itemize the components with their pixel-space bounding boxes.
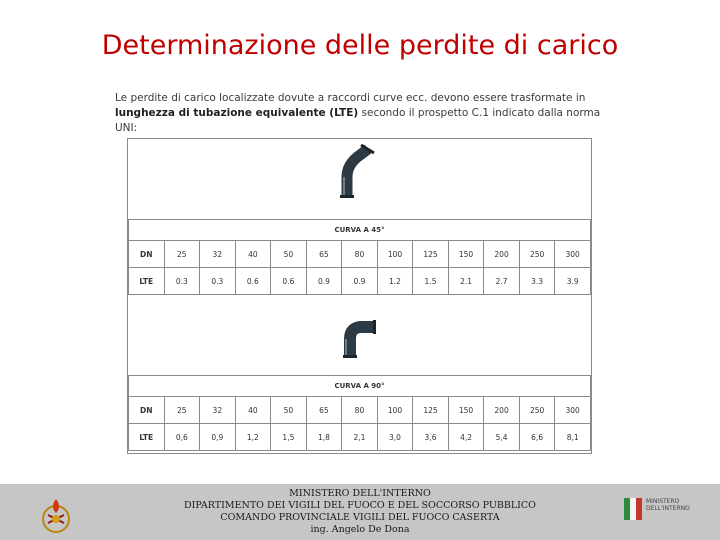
lte-table-panel (127, 138, 592, 454)
table-cell: 80 (342, 241, 378, 268)
table-cell: 2,1 (342, 424, 378, 451)
footer-line-4: ing. Angelo De Dona (310, 524, 410, 535)
table-cell: 3.9 (555, 268, 591, 295)
table-cell: 1.2 (377, 268, 413, 295)
table-cell: 3,0 (377, 424, 413, 451)
table-cell: 0.6 (271, 268, 307, 295)
curve-90-image (128, 295, 591, 375)
table-cell: 200 (484, 241, 520, 268)
lte-label: LTE (129, 424, 165, 451)
dn-label: DN (129, 241, 165, 268)
lte-label: LTE (129, 268, 165, 295)
table-cell: 1,2 (235, 424, 271, 451)
table-cell: 32 (200, 397, 236, 424)
table-cell: 3.3 (519, 268, 555, 295)
curve-90-caption: CURVA A 90° (129, 376, 591, 397)
table-cell: 1,8 (306, 424, 342, 451)
table-row (129, 424, 591, 451)
table-cell: 32 (200, 241, 236, 268)
table-cell: 65 (306, 241, 342, 268)
table-cell: 25 (164, 397, 200, 424)
table-cell: 100 (377, 397, 413, 424)
intro-text-part1: Le perdite di carico localizzate dovute a raccordi curve ecc. devono essere trasformate in (115, 92, 586, 104)
table-cell: 4,2 (448, 424, 484, 451)
ministry-logo-text (646, 498, 706, 512)
table-cell: 300 (555, 241, 591, 268)
table-cell: 0.6 (235, 268, 271, 295)
dn-label: DN (129, 397, 165, 424)
table-cell: 300 (555, 397, 591, 424)
table-cell: 250 (519, 241, 555, 268)
table-cell: 150 (448, 241, 484, 268)
table-cell: 250 (519, 397, 555, 424)
slide-title: Determinazione delle perdite di carico (101, 30, 619, 61)
table-cell: 25 (164, 241, 200, 268)
table-cell: 0.3 (200, 268, 236, 295)
table-cell: 6,6 (519, 424, 555, 451)
table-cell: 8,1 (555, 424, 591, 451)
table-cell: 125 (413, 397, 449, 424)
table-cell: 1,5 (271, 424, 307, 451)
table-cell: 1.5 (413, 268, 449, 295)
table-cell: 50 (271, 397, 307, 424)
table-cell: 3,6 (413, 424, 449, 451)
curve-90-table (128, 375, 591, 451)
footer-text (0, 488, 720, 536)
curve-45-image (128, 139, 591, 219)
intro-text-part2: secondo il prospetto C.1 indicato dalla norma UNI: (115, 107, 601, 134)
table-cell: 40 (235, 397, 271, 424)
table-cell: 100 (377, 241, 413, 268)
footer-line-2: DIPARTIMENTO DEI VIGILI DEL FUOCO E DEL SOCCORSO PUBBLICO (184, 500, 536, 511)
table-cell: 80 (342, 397, 378, 424)
table-cell: 150 (448, 397, 484, 424)
footer-line-1: MINISTERO DELL'INTERNO (289, 488, 431, 499)
ministry-logo-line-1: MINISTERO (646, 498, 680, 505)
footer-line-3: COMANDO PROVINCIALE VIGILI DEL FUOCO CASERTA (220, 512, 500, 523)
table-cell: 50 (271, 241, 307, 268)
table-cell: 5,4 (484, 424, 520, 451)
table-cell: 0.9 (306, 268, 342, 295)
intro-paragraph (115, 91, 610, 136)
table-cell: 0.9 (342, 268, 378, 295)
table-cell: 2.1 (448, 268, 484, 295)
table-cell: 40 (235, 241, 271, 268)
intro-text-bold: lunghezza di tubazione equivalente (LTE) (115, 107, 359, 119)
table-cell: 65 (306, 397, 342, 424)
ministry-logo-line-2: DELL'INTERNO (646, 505, 690, 512)
table-cell: 0,6 (164, 424, 200, 451)
elbow-90-icon (128, 295, 591, 375)
curve-45-caption: CURVA A 45° (129, 220, 591, 241)
table-row (129, 397, 591, 424)
table-cell: 200 (484, 397, 520, 424)
table-row (129, 268, 591, 295)
table-cell: 2.7 (484, 268, 520, 295)
table-row (129, 241, 591, 268)
italian-flag-icon (622, 494, 646, 524)
table-cell: 125 (413, 241, 449, 268)
table-cell: 0.3 (164, 268, 200, 295)
elbow-45-icon (128, 139, 591, 219)
curve-45-table (128, 219, 591, 295)
table-cell: 0,9 (200, 424, 236, 451)
